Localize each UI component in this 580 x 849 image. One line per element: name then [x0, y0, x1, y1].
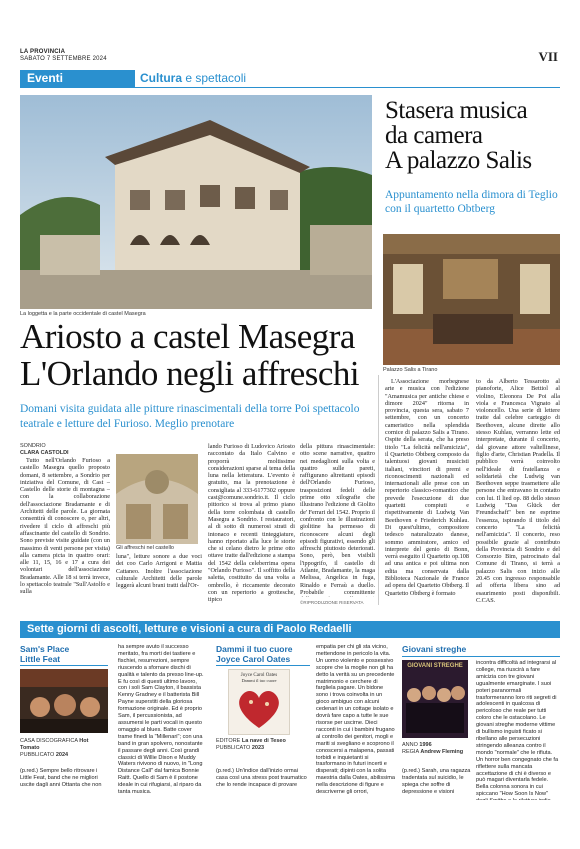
main-article-subhead: Domani visita guidata alle pitture rinascimentali della torre Poi spettacolo teatrale e letture del Furioso. Meglio prenotare	[20, 403, 360, 430]
section-header	[20, 70, 560, 87]
review-3-teaser: (p.red.) Sarah, una ragazza tradentata sul suicidio, le spiega che soffre di depressione e visioni	[402, 768, 471, 795]
palazzo-salis-caption: Palazzo Salis a Tirano	[383, 367, 438, 373]
castle-photo	[20, 95, 372, 309]
section-title: Cultura e spettacoli	[140, 71, 247, 85]
book-cover: Joyce Carol Oates Dammi il tuo cuore	[228, 669, 290, 735]
right-article-headline: Stasera musica da camera A palazzo Salis	[385, 97, 532, 174]
masthead	[20, 49, 107, 63]
review-1-teaser: (p.red.) Sempre bello ritrovare i Little Feat, band che ne migliori uscite dagli anni Ottanta che non	[20, 768, 102, 788]
album-cover	[20, 669, 108, 733]
main-article-col-1: SONDRIO CLARA CASTOLDI Tutto nell'Orlando Furioso a castello Masegra quello proposto domani, 8 settembre, a Sondrio per iniziativa del Comune, di Cast – Castello delle storie di montagna – con la collaborazione dell'associazione Bradamante e di Architetti delle parole. La giornata consentirà di conoscere o, per altri, rivedere il ciclo di affreschi più affascinante del castello di Sondrio. Sono previste visite guidate (con un massimo di venti persone per visita) alla camera picta in quattro orari: alle 11, 15, 16 e 17 a cura dei volontari dell'associazione Bradamante. Alle 18 si terrà invece, lo spettacolo teatrale "Sull'Astolfo e sulla	[20, 443, 110, 596]
column-divider	[378, 375, 379, 605]
review-2-title: Dammi il tuo cuore Joyce Carol Oates	[216, 644, 293, 664]
right-article-col-2: to da Alberto Tessarotto al pianoforte, Alice Bettiol al violino, Eleonora De Poi alla viola e Francesca Vignato al violoncello. Una serie di lettere tratte dal celebre carteggio di Beethoven, alcune dirette allo stesso Kuhlau, verranno lette ed interpretate, durante il concerto, dal giovane attore valtellinese, figlio d'arte, Christian Pradella. Il pubblico verrà coinvolto nell'ideale di fratellanza e solidarietà che Ludwig van Beethoven seppe trasmettere alle persone che entravano in contatto con lui. Il lied op. 88 dello stesso Ludwig "Das Glück der Freundschaft" ben ne esprime l'essenza, ispirando il titolo del concerto "La felicità nell'amicizia". Il concerto, reso possibile grazie al contributo della Provincia di Sondrio e del Consorzio Bim, patrocinato dal Comune di Tirano, si terrà a palazzo Salis con inizio alle 20.45 con ingresso responsabile ad offerta libera sino ad esaurimento posti disponibili. C.CAS.	[476, 378, 560, 604]
reviews-bar: Sette giorni di ascolti, letture e visioni a cura di Paolo Redaelli	[20, 621, 560, 638]
review-2-teaser: (p.red.) Un'indice dall'inizio ormai casa così una stress post traumatico che lo rende incapace di provare	[216, 768, 307, 788]
issue-date: SABATO 7 SETTEMBRE 2024	[20, 56, 107, 62]
palazzo-salis-photo	[383, 234, 560, 365]
review-3-meta: ANNO 1996 REGIA Andrew Fleming	[402, 742, 464, 755]
review-1-underline	[20, 665, 108, 666]
main-article-headline: Ariosto a castel Masegra L'Orlando negli affreschi	[20, 317, 360, 393]
main-article-col-2: luna", letture sonore a due voci dei coo Carlo Arrigoni e Mattia Cattaneo. Inoltre l'associazione culturale Architetti delle parole leggerà alcuni brani tratti dall'Or-	[116, 553, 202, 590]
review-1-title: Sam's Place Little Feat	[20, 644, 70, 664]
review-3-text: incontra difficoltà ad integrarsi al college, ma riuscirà a fare amicizia con tre giovani ugualmente emarginate. I suoi poteri paranormali trasformeranno loro riti segreti di adolescenti in qualcosa di pericoloso che reale per tutti coloro che le ostacolano. Le giovani streghe moderne vittime di bullismo inguisti ficato si ribellano alle persecuzioni stringendo alleanza contro il mondo "normale" che le rifiuta. Un horror ben congegnato che fa riflettere sulla mancata accettazione di chi è diverso e può magari diventarla fedele. Bella colonna sonora in cui spiccano "How Soon Is Now"	[476, 660, 559, 798]
frescoes-caption: Gli affreschi nel castello	[116, 545, 174, 551]
review-2-text: empatia per chi gli sta vicino, mettendone in pericolo la vita. Un uomo violento e possessivo scopre che la moglie non gli ha detto la verità su un precedente matrimonio e cerchere di fargliela pagare. Un bidone sono i trova coinvolta in un gioco ambiguo con alcuni cedenari in un cottage isolato e dovrà fare capo a tutte le sue risorse per uscirne. Dieci racconti in cui i bambini frugano al controllo dei genitori, mogli e mariti si svegliano e scoprono il conoscersi a malapena, passati torbidi e inquietanti si trasformano in futuri incerti e disperati; dipinti con la solita maestria dalla Oates, abilissima nella descrizione di figure e descriverne gli orrori,	[316, 644, 395, 796]
review-3-title: Giovani streghe	[402, 644, 467, 654]
right-article-col-1: L'Associazione morbegnese arte e musica con l'edizione "Amamusica per antiche chiese e dimore 2024" ritorna in provincia, questa sera, sabato 7 settembre, con un concerto cameristico nella splendida cornice di palazzo Salis a Tirano. Ospite della serata, che ha preso titolo "La felicità nell'amicizia", il Quartetto Obtberg composto da talentuosi giovani musicisti italiani, vincitori di premi e riconoscimenti nazionali ed internazionali alle prese con un repertorio classico-romantico che prevede l'esecuzione di due quartetti compiuti e rispettivamente di Ludwig Van Beethoven e Friederich Kuhlau. Di quest'ultimo, compositore tedesco naturalizzato danese, sommo ammiratore, amico ed interprete del genio di Bonn, verrà eseguito il Quartetto op.108 ad una antica e poi ultima non edita ma conservata dalla Biblioteca Nazionale de France ad opera del Quartetto Obtberg. Il Quartetto Obtberg è formato	[385, 378, 469, 597]
review-2-underline	[216, 665, 310, 666]
review-1-text: ha sempre avuto il successo meritato, fra morti dei tastiere e fischiei, resurrezioni, sempre riuscendo a sfornare dischi di qualità e talento da presso line-up. E fu così di questi ultimo lavoro, con i soli Sam Clayton, il bassista Kenny Gradney e il batterista Bill Payne superstiti della gloriosa formazione originale. Ed è proprio Sam, il percussionista, ad assumersi le parti vocali in questo omaggio al blues. Batte cover trame finedi la "Millenari"; con una band in gran spolvero, nonostante il passare degli anni. Così grandi classici di Willie Dixon e Muddy Waters rivivono di nuovo, in "Long Distance Call" dal famica Bonnie Raitt. Quello di Sam è il postone ideale in cui rifugiarsi, al riparo da tanta musica.	[118, 644, 204, 796]
review-1-meta: CASA DISCOGRAFICA Hot Tomato PUBBLICATO 2024	[20, 738, 89, 758]
byline: SONDRIO CLARA CASTOLDI	[20, 443, 69, 456]
castle-photo-caption: La loggetta e la parte occidentale di castel Masegra	[20, 311, 146, 317]
frescoes-photo	[116, 454, 198, 544]
main-article-col-4: della pittura rinascimentale: otto scene narrative, quattro nei medaglioni sulla volta e quattro sulle pareti, raffigurano altrettanti episodi dell'Orlando Furioso, trasposizioni fedeli delle prime otto xilografie che illustrano l'edizione di Giolito de' Ferrari del 1542. Proprio il confronto con le illustrazioni giolitine ha permesso di riconoscere alcuni degli episodi figurativi, essendo gli affreschi piuttosto deteriorati. Sono, però, ben visibili l'ippogrifo, il castello di Atlante, Bradamante, la maga Melissa, Angelica in fuga, Rinaldo e Ferraù a duello. Probabile committente	[300, 443, 375, 596]
page-number: VII	[538, 49, 558, 64]
section-tag: Eventi	[20, 70, 135, 87]
copyright-credit: ©RIPRODUZIONE RISERVATA	[300, 600, 364, 605]
movie-poster: GIOVANI STREGHE	[402, 660, 468, 738]
paper-name: LA PROVINCIA	[20, 49, 66, 55]
section-divider	[20, 87, 560, 88]
right-article-subhead: Appuntamento nella dimora di Teglio con il quartetto Obtberg	[385, 189, 558, 215]
main-article-col-3: lando Furioso di Ludovico Ariosto raccontato da Italo Calvino e proporrà moltissime considerazioni sparse al tema della luna nella letteratura. L'evento è gratuito, ma la prenotazione è consigliata al 333-6177302 oppure cast@comune.sondrio.it. Il ciclo pittorico si trova al primo piano della torre colombaia di castello Masegra a Sondrio. I restauratori, al di sotto di numerosi strati di intonaco e recenti tinteggiature, hanno riportato alla luce le storie che si celano dietro le prime otto ottave tratte dall'edizione a stampa del 1542 della celeberrima opera "Orlando Furioso". Il soffitto della saletta, costituito da una volta a ombrello, è riccamente decorato con un repertorio a grottesche, tipico	[208, 443, 295, 604]
review-3-underline	[402, 656, 560, 657]
review-2-meta: EDITORE La nave di Teseo PUBBLICATO 2023	[216, 738, 286, 751]
